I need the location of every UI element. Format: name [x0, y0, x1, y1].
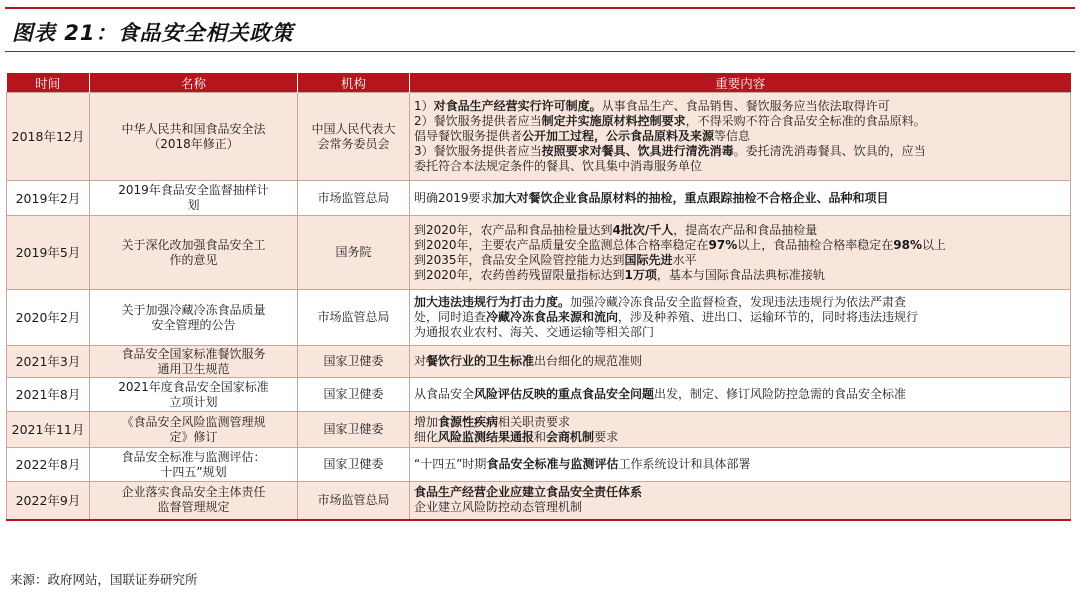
header-time: 时间 [7, 73, 90, 93]
cell-content [410, 93, 1071, 181]
content-bold-text: 加大违法违规行为打击力度。 [414, 295, 571, 309]
content-line [414, 430, 1066, 445]
cell-org [298, 448, 410, 482]
content-bold-text: 冷藏冷冻食品来源和流向 [486, 310, 619, 324]
content-line [414, 191, 1066, 206]
content-text: 1） [414, 99, 434, 113]
content-text: 以上，食品抽检合格率稳定在 [737, 237, 894, 252]
cell-time: 2020年2月 [7, 290, 90, 346]
org-line: 市场监管总局 [317, 492, 390, 507]
org-line: 国务院 [335, 245, 372, 259]
content-text: 相关职责要求 [498, 414, 571, 429]
org-line: 市场监管总局 [317, 190, 390, 205]
content-bold-text: 4批次/千人 [612, 222, 674, 237]
content-text: 3）餐饮服务提供者应当 [414, 144, 542, 158]
content-text: 到2020年，农产品和食品抽检量达到 [414, 222, 613, 237]
content-line [414, 144, 1066, 159]
content-line [414, 387, 1066, 402]
org-line: 国家卫健委 [323, 387, 384, 401]
name-line: 作的意见 [169, 252, 218, 267]
table-header-row [7, 73, 1071, 93]
cell-name [90, 216, 298, 290]
content-line [414, 325, 1066, 340]
content-bold-text: 对食品生产经营实行许可制度。 [433, 99, 602, 113]
cell-org [298, 216, 410, 290]
cell-org [298, 93, 410, 181]
cell-time: 2021年8月 [7, 378, 90, 412]
org-line: 国家卫健委 [323, 457, 384, 471]
content-bold-text: 食品安全标准与监测评估 [486, 457, 619, 471]
table-row [7, 290, 1071, 346]
name-line: 企业落实食品安全主体责任 [121, 485, 266, 500]
content-bold-text: 97% [708, 237, 738, 252]
name-line: 立项计划 [169, 394, 218, 409]
cell-name [90, 181, 298, 216]
policy-table-wrapper [6, 73, 1070, 521]
content-line [414, 485, 1066, 500]
content-bold-text: 公开加工过程，公示食品原料及来源 [522, 129, 715, 143]
figure-title: 图表 21：食品安全相关政策 [12, 21, 294, 45]
content-text: 从食品安全 [414, 387, 475, 401]
content-text: 以上 [922, 237, 947, 252]
content-line [414, 500, 1066, 515]
cell-org [298, 181, 410, 216]
cell-name [90, 482, 298, 520]
cell-org [298, 412, 410, 448]
content-text: 到2035年，食品安全风险管控能力达到 [414, 252, 625, 267]
name-line: 2021年度食品安全国家标准 [118, 379, 269, 394]
cell-time: 2019年5月 [7, 216, 90, 290]
table-row [7, 412, 1071, 448]
name-line: 关于深化改加强食品安全工 [121, 237, 266, 252]
content-text: 等信息 [714, 129, 751, 143]
name-line: 《食品安全风险监测管理规 [121, 414, 266, 429]
content-line [414, 99, 1066, 114]
content-line [414, 457, 1066, 472]
content-text: ，涉及种养殖、进出口、运输环节的，同时将违法违规行 [618, 310, 919, 324]
content-bold-text: 98% [893, 237, 923, 252]
content-bold-text: 按照要求对餐具、饮具进行清洗消毒 [541, 144, 734, 158]
cell-name [90, 448, 298, 482]
name-line: 通用卫生规范 [157, 361, 230, 376]
content-line [414, 268, 1066, 283]
content-text: 到2020年，农药兽药残留限量指标达到 [414, 267, 625, 282]
content-text: 加强冷藏冷冻食品安全监督检查，发现违法违规行为依法严肃查 [570, 295, 907, 309]
name-line: 食品安全标准与监测评估： [121, 449, 266, 464]
cell-content [410, 412, 1071, 448]
cell-time: 2022年8月 [7, 448, 90, 482]
content-bold-text: 会商机制 [546, 429, 595, 444]
content-line [414, 295, 1066, 310]
content-bold-text: 餐饮行业的卫生标准 [426, 354, 535, 368]
name-line: 安全管理的公告 [151, 317, 236, 332]
content-bold-text: 食源性疾病 [438, 414, 499, 429]
content-line [414, 253, 1066, 268]
content-text: ，基本与国际食品法典标准接轨 [656, 267, 825, 282]
content-text: 委托符合本法规定条件的餐具、饮具集中消毒服务单位 [414, 159, 703, 173]
cell-name [90, 346, 298, 378]
header-content: 重要内容 [410, 73, 1071, 93]
content-text: ，不得采购不符合食品安全标准的食品原料。 [685, 114, 926, 128]
cell-org [298, 290, 410, 346]
cell-name [90, 412, 298, 448]
content-text: 处，同时追查 [414, 310, 487, 324]
content-text: 对 [414, 354, 427, 368]
cell-name [90, 93, 298, 181]
cell-time: 2021年3月 [7, 346, 90, 378]
header-org: 机构 [298, 73, 410, 93]
cell-time: 2018年12月 [7, 93, 90, 181]
cell-org [298, 378, 410, 412]
content-text: 到2020年，主要农产品质量安全监测总体合格率稳定在 [414, 237, 709, 252]
content-text: 增加 [414, 414, 439, 429]
content-line [414, 415, 1066, 430]
content-text: 水平 [672, 252, 697, 267]
content-bold-text: 风险监测结果通报 [438, 429, 535, 444]
name-line: 2019年食品安全监督抽样计 [118, 183, 269, 197]
content-line [414, 223, 1066, 238]
content-text: 出台细化的规范准则 [534, 354, 643, 368]
name-line: 关于加强冷藏冷冻食品质量 [121, 302, 266, 317]
content-bold-text: 加大对餐饮企业食品原材料的抽检，重点跟踪抽检不合格企业、品种和项目 [492, 190, 889, 205]
table-body [7, 93, 1071, 520]
cell-name [90, 290, 298, 346]
cell-content [410, 181, 1071, 216]
header-name: 名称 [90, 73, 298, 93]
org-line: 会常务委员会 [317, 136, 390, 151]
cell-time: 2019年2月 [7, 181, 90, 216]
org-line: 市场监管总局 [317, 310, 390, 324]
content-line [414, 354, 1066, 369]
name-line: 十四五”规划 [160, 464, 227, 479]
table-row [7, 181, 1071, 216]
table-row [7, 378, 1071, 412]
name-line: 中华人民共和国食品安全法 [121, 121, 266, 136]
content-text: 为通报农业农村、海关、交通运输等相关部门 [414, 325, 655, 339]
cell-content [410, 290, 1071, 346]
cell-org [298, 482, 410, 520]
content-text: 从事食品生产、食品销售、餐饮服务应当依法取得许可 [601, 99, 890, 113]
name-line: （2018年修正） [148, 136, 239, 151]
table-row [7, 93, 1071, 181]
cell-content [410, 346, 1071, 378]
cell-time: 2021年11月 [7, 412, 90, 448]
content-text: 明确2019要求 [414, 190, 493, 205]
cell-org [298, 346, 410, 378]
name-line: 食品安全国家标准餐饮服务 [121, 346, 266, 361]
content-bold-text: 国际先进 [624, 252, 673, 267]
content-line [414, 238, 1066, 253]
cell-time: 2022年9月 [7, 482, 90, 520]
org-line: 中国人民代表大 [311, 121, 396, 136]
content-text: 出发，制定、修订风险防控急需的食品安全标准 [654, 387, 907, 401]
name-line: 划 [187, 198, 200, 212]
name-line: 定》修订 [169, 429, 218, 444]
content-bold-text: 风险评估反映的重点食品安全问题 [474, 387, 655, 401]
name-line: 监督管理规定 [157, 500, 230, 515]
content-line [414, 310, 1066, 325]
content-text: 要求 [594, 429, 619, 444]
cell-content [410, 448, 1071, 482]
org-line: 国家卫健委 [323, 354, 384, 368]
content-text: 倡导餐饮服务提供者 [414, 129, 523, 143]
content-line [414, 129, 1066, 144]
content-bold-text: 食品生产经营企业应建立食品安全责任体系 [414, 485, 643, 500]
source-note: 来源：政府网站，国联证券研究所 [10, 572, 198, 587]
table-row [7, 346, 1071, 378]
title-rule [5, 51, 1075, 52]
content-line [414, 114, 1066, 129]
table-row [7, 448, 1071, 482]
content-text: 企业建立风险防控动态管理机制 [414, 500, 583, 515]
content-text: 。委托清洗消毒餐具、饮具的，应当 [733, 144, 926, 158]
content-bold-text: 1万项 [624, 267, 657, 282]
cell-content [410, 482, 1071, 520]
top-rule [5, 7, 1075, 9]
content-text: ，提高农产品和食品抽检量 [673, 222, 818, 237]
content-text: 细化 [414, 429, 439, 444]
org-line: 国家卫健委 [323, 422, 384, 436]
content-bold-text: 制定并实施原材料控制要求 [541, 114, 686, 128]
content-text: 2）餐饮服务提供者应当 [414, 114, 542, 128]
policy-table [6, 73, 1071, 521]
cell-content [410, 378, 1071, 412]
content-text: “十四五”时期 [414, 457, 487, 471]
content-text: 和 [534, 429, 547, 444]
cell-content [410, 216, 1071, 290]
cell-name [90, 378, 298, 412]
content-text: 工作系统设计和具体部署 [618, 457, 751, 471]
table-row [7, 482, 1071, 520]
table-row [7, 216, 1071, 290]
content-line [414, 159, 1066, 174]
